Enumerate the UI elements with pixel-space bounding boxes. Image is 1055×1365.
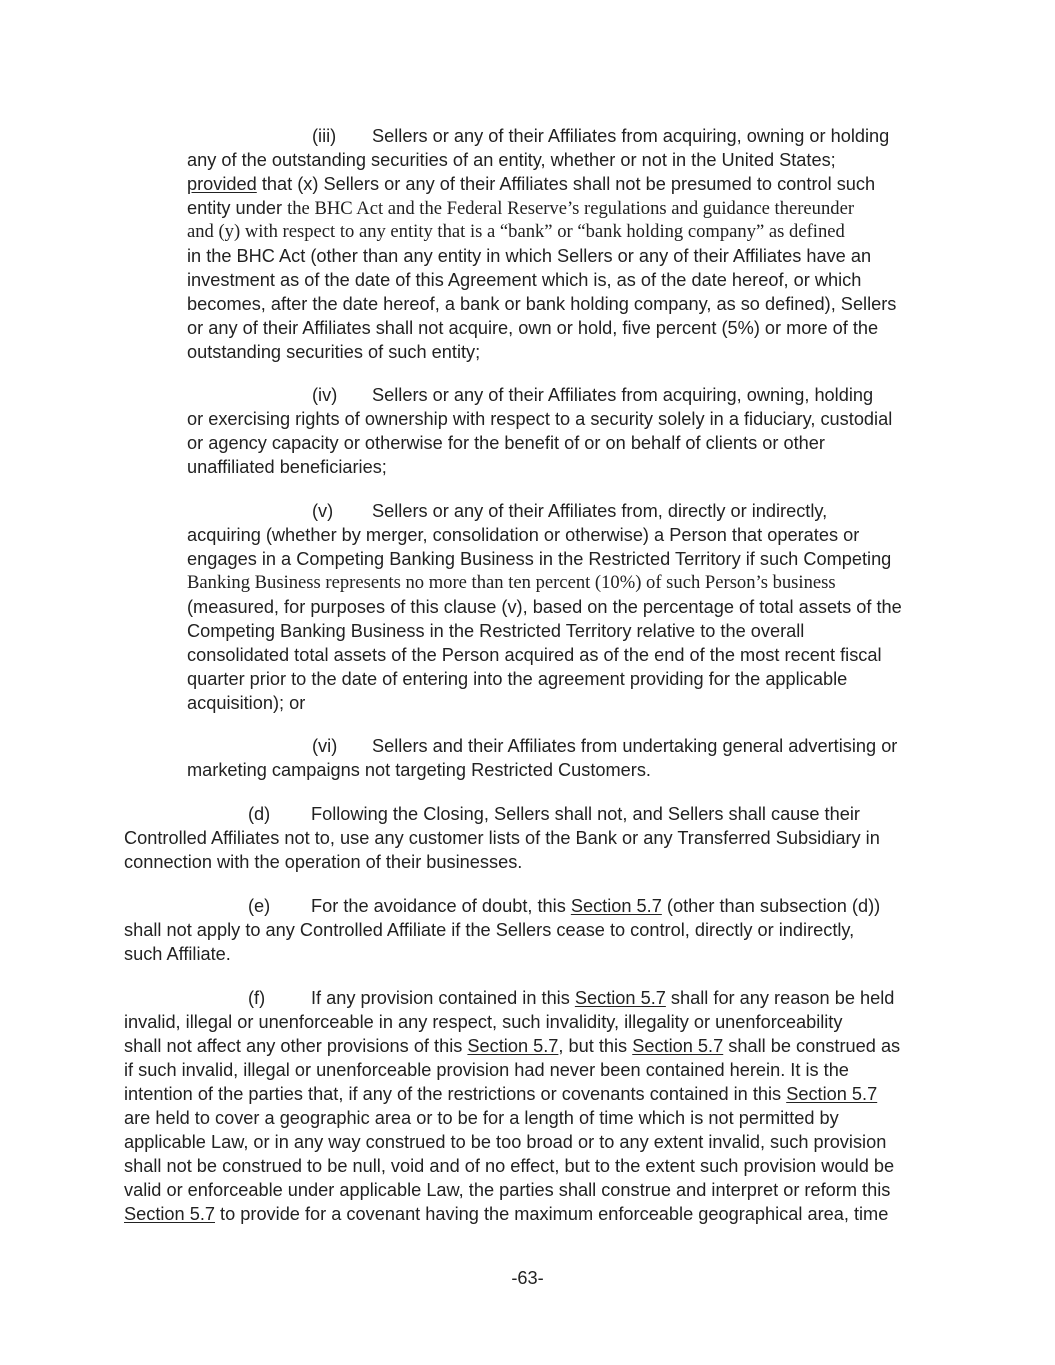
section-reference: Section 5.7 xyxy=(570,896,662,916)
clause-v xyxy=(187,499,902,715)
clause-v-line: (measured, for purposes of this clause (v), based on the percentage of total assets of the xyxy=(187,597,902,617)
clause-iv-line-1: (iv) Sellers or any of their Affiliates from acquiring, owning, holding xyxy=(312,385,874,405)
clause-iii xyxy=(187,124,896,364)
page-number: -63- xyxy=(511,1268,544,1288)
clause-iii-line: and (y) with respect to any entity that is a “bank” or “bank holding company” as defined xyxy=(187,221,845,242)
clause-vi-line: marketing campaigns not targeting Restricted Customers. xyxy=(187,760,651,780)
clause-d xyxy=(124,802,880,874)
clause-vi-marker: (vi) xyxy=(312,736,338,756)
clause-f-line: applicable Law, or in any way construed to be too broad or to any extent invalid, such provision xyxy=(124,1132,887,1152)
clause-e-marker: (e) xyxy=(248,896,271,916)
clause-iii-line: or any of their Affiliates shall not acquire, own or hold, five percent (5%) or more of the xyxy=(187,318,879,338)
clause-v-line: consolidated total assets of the Person acquired as of the end of the most recent fiscal xyxy=(187,645,882,665)
clause-f-line: shall not affect any other provisions of this Section 5.7, but this Section 5.7 shall be construed as xyxy=(124,1036,901,1056)
clause-f-line: valid or enforceable under applicable Law, the parties shall construe and interpret or reform this xyxy=(124,1180,891,1200)
clause-f-line: shall not be construed to be null, void and of no effect, but to the extent such provision would be xyxy=(124,1156,895,1176)
clause-iii-line: becomes, after the date hereof, a bank or bank holding company, as so defined), Sellers xyxy=(187,294,897,314)
clause-iii-line: entity under the BHC Act and the Federal Reserve’s regulations and guidance thereunder xyxy=(187,198,855,219)
clause-iii-line: in the BHC Act (other than any entity in which Sellers or any of their Affiliates have an xyxy=(187,246,872,266)
section-reference: Section 5.7 xyxy=(467,1036,559,1056)
clause-d-marker: (d) xyxy=(248,804,271,824)
clause-e-line: such Affiliate. xyxy=(124,944,231,964)
clause-d-line-1: (d) Following the Closing, Sellers shall not, and Sellers shall cause their xyxy=(248,804,860,824)
clause-v-line-1: (v) Sellers or any of their Affiliates from, directly or indirectly, xyxy=(312,501,828,521)
clause-f-marker: (f) xyxy=(248,988,266,1008)
section-reference: Section 5.7 xyxy=(786,1084,878,1104)
section-reference: Section 5.7 xyxy=(574,988,666,1008)
clause-iii-marker: (iii) xyxy=(312,126,337,146)
section-reference: Section 5.7 xyxy=(632,1036,724,1056)
clause-f xyxy=(124,986,900,1226)
provided-term: provided xyxy=(187,174,257,194)
clause-v-line: engages in a Competing Banking Business in the Restricted Territory if such Competing xyxy=(187,549,892,569)
clause-f-line: are held to cover a geographic area or to be for a length of time which is not permitted by xyxy=(124,1108,839,1128)
clause-e-line: shall not apply to any Controlled Affiliate if the Sellers cease to control, directly or indirectly, xyxy=(124,920,855,940)
clause-d-line: connection with the operation of their businesses. xyxy=(124,852,523,872)
clause-e-line-1: (e) For the avoidance of doubt, this Section 5.7 (other than subsection (d)) xyxy=(248,896,881,916)
clause-vi-line-1: (vi) Sellers and their Affiliates from undertaking general advertising or xyxy=(312,736,898,756)
clause-iv-line: or agency capacity or otherwise for the benefit of or on behalf of clients or other xyxy=(187,433,825,453)
clause-iv-marker: (iv) xyxy=(312,385,338,405)
clause-v-line: quarter prior to the date of entering into the agreement providing for the applicable xyxy=(187,669,848,689)
clause-iii-line: investment as of the date of this Agreement which is, as of the date hereof, or which xyxy=(187,270,862,290)
clause-v-line: Banking Business represents no more than ten percent (10%) of such Person’s business xyxy=(187,572,836,593)
clause-iii-line-1: (iii) Sellers or any of their Affiliates from acquiring, owning or holding xyxy=(312,126,890,146)
clause-iii-line: any of the outstanding securities of an entity, whether or not in the United States; xyxy=(187,150,836,170)
clause-iv-line: or exercising rights of ownership with respect to a security solely in a fiduciary, custodial xyxy=(187,409,893,429)
clause-f-line: intention of the parties that, if any of the restrictions or covenants contained in this Section 5.7 xyxy=(124,1084,878,1104)
clause-vi xyxy=(187,734,898,782)
clause-f-line: Section 5.7 to provide for a covenant having the maximum enforceable geographical area, time xyxy=(124,1204,889,1224)
clause-v-line: Competing Banking Business in the Restricted Territory relative to the overall xyxy=(187,621,805,641)
clause-iii-line: provided that (x) Sellers or any of their Affiliates shall not be presumed to control such xyxy=(187,174,876,194)
clause-f-line: if such invalid, illegal or unenforceable provision had never been contained herein. It is the xyxy=(124,1060,849,1080)
clause-iv xyxy=(187,383,892,479)
clause-f-line: invalid, illegal or unenforceable in any respect, such invalidity, illegality or unenforceability xyxy=(124,1012,843,1032)
clause-iv-line: unaffiliated beneficiaries; xyxy=(187,457,387,477)
clause-iii-line: outstanding securities of such entity; xyxy=(187,342,481,362)
section-reference: Section 5.7 xyxy=(124,1204,215,1224)
clause-f-line-1: (f) If any provision contained in this Section 5.7 shall for any reason be held xyxy=(248,988,895,1008)
clause-v-marker: (v) xyxy=(312,501,334,521)
clause-e xyxy=(124,894,881,966)
clause-v-line: acquiring (whether by merger, consolidation or otherwise) a Person that operates or xyxy=(187,525,860,545)
clause-v-line: acquisition); or xyxy=(187,693,306,713)
clause-d-line: Controlled Affiliates not to, use any customer lists of the Bank or any Transferred Subsidiary in xyxy=(124,828,880,848)
